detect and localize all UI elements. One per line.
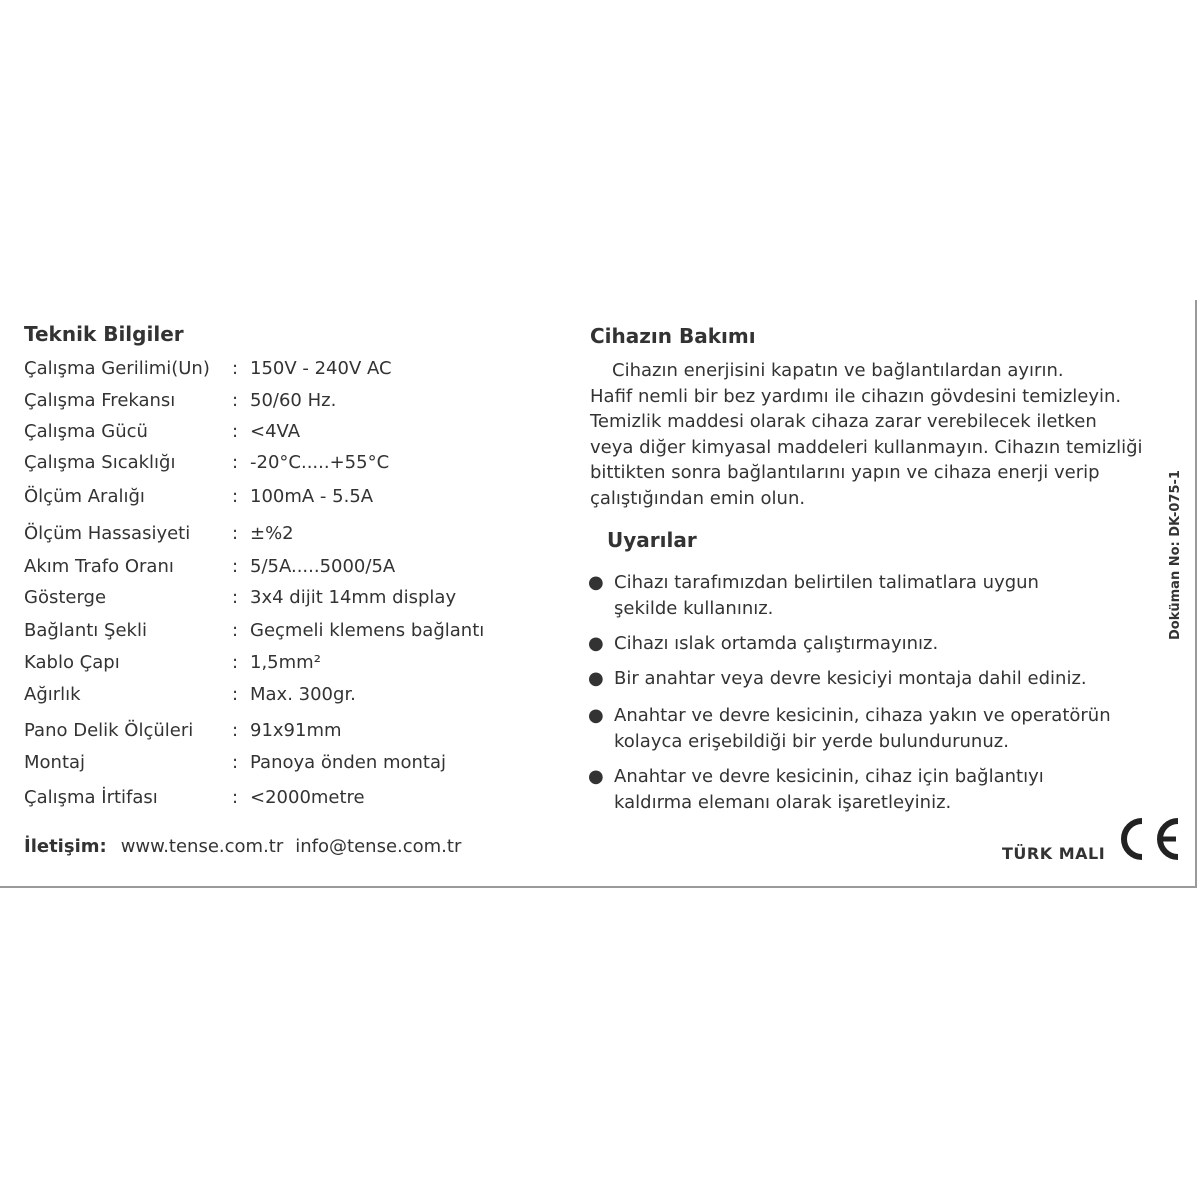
spec-key: Pano Delik Ölçüleri: [24, 720, 194, 741]
spec-key: Montaj: [24, 752, 86, 773]
made-in-turkey-label: TÜRK MALI: [1002, 844, 1106, 863]
spec-separator: :: [232, 587, 239, 608]
bullet-icon: ●: [588, 705, 604, 726]
bullet-icon: ●: [588, 572, 604, 593]
maintenance-line: çalıştığından emin olun.: [590, 487, 806, 509]
maintenance-line: bittikten sonra bağlantılarını yapın ve cihaza enerji verip: [590, 462, 1100, 484]
spec-separator: :: [232, 421, 239, 442]
spec-separator: :: [232, 684, 239, 705]
spec-separator: :: [232, 358, 239, 379]
spec-key: Akım Trafo Oranı: [24, 556, 174, 577]
warning-text: kolayca erişebildiği bir yerde bulundurunuz.: [614, 731, 1009, 752]
spec-value: Geçmeli klemens bağlantı: [250, 620, 485, 641]
spec-separator: :: [232, 452, 239, 473]
spec-key: Bağlantı Şekli: [24, 620, 147, 641]
spec-separator: :: [232, 752, 239, 773]
contact-line: [24, 836, 461, 857]
spec-key: Çalışma Gerilimi(Un): [24, 358, 210, 379]
spec-separator: :: [232, 523, 239, 544]
bullet-icon: ●: [588, 633, 604, 654]
spec-value: 150V - 240V AC: [250, 358, 392, 379]
contact-label: İletişim:: [24, 836, 107, 857]
maintenance-line: Temizlik maddesi olarak cihaza zarar verebilecek iletken: [590, 411, 1097, 433]
spec-value: ±%2: [250, 523, 294, 544]
product-info-card: [0, 300, 1197, 888]
email-link[interactable]: info@tense.com.tr: [295, 836, 462, 857]
spec-separator: :: [232, 486, 239, 507]
spec-value: Max. 300gr.: [250, 684, 356, 705]
bullet-icon: ●: [588, 668, 604, 689]
maintenance-title: Cihazın Bakımı: [590, 324, 756, 348]
warning-text: kaldırma elemanı olarak işaretleyiniz.: [614, 792, 952, 813]
spec-value: 100mA - 5.5A: [250, 486, 374, 507]
spec-key: Ağırlık: [24, 684, 81, 705]
technical-info-title: Teknik Bilgiler: [24, 322, 184, 346]
spec-key: Kablo Çapı: [24, 652, 120, 673]
warning-text: şekilde kullanınız.: [614, 598, 774, 619]
warnings-title: Uyarılar: [607, 528, 697, 552]
spec-value: -20°C.....+55°C: [250, 452, 390, 473]
spec-value: 3x4 dijit 14mm display: [250, 587, 457, 608]
spec-key: Çalışma Sıcaklığı: [24, 452, 176, 473]
spec-separator: :: [232, 556, 239, 577]
spec-value: Panoya önden montaj: [250, 752, 446, 773]
warning-text: Bir anahtar veya devre kesiciyi montaja dahil ediniz.: [614, 668, 1087, 689]
spec-separator: :: [232, 652, 239, 673]
spec-value: 91x91mm: [250, 720, 342, 741]
spec-separator: :: [232, 620, 239, 641]
spec-value: <4VA: [250, 421, 301, 442]
spec-key: Çalışma İrtifası: [24, 787, 158, 808]
spec-separator: :: [232, 390, 239, 411]
bullet-icon: ●: [588, 766, 604, 787]
website-link[interactable]: www.tense.com.tr: [120, 836, 284, 857]
spec-separator: :: [232, 787, 239, 808]
document-number: Doküman No: DK-075-1: [1168, 470, 1183, 640]
spec-value: 50/60 Hz.: [250, 390, 337, 411]
spec-key: Ölçüm Hassasiyeti: [24, 523, 191, 544]
spec-separator: :: [232, 720, 239, 741]
spec-key: Ölçüm Aralığı: [24, 486, 145, 507]
warning-text: Anahtar ve devre kesicinin, cihaza yakın ve operatörün: [614, 705, 1111, 726]
spec-value: 1,5mm²: [250, 652, 321, 673]
ce-mark-icon: [1120, 814, 1182, 864]
spec-key: Gösterge: [24, 587, 107, 608]
maintenance-line: veya diğer kimyasal maddeleri kullanmayın. Cihazın temizliği: [590, 436, 1143, 458]
maintenance-paragraph: [590, 358, 1180, 512]
maintenance-line: Hafif nemli bir bez yardımı ile cihazın gövdesini temizleyin.: [590, 385, 1122, 407]
spec-key: Çalışma Gücü: [24, 421, 148, 442]
spec-value: 5/5A.....5000/5A: [250, 556, 396, 577]
spec-value: <2000metre: [250, 787, 365, 808]
spec-key: Çalışma Frekansı: [24, 390, 176, 411]
warning-text: Anahtar ve devre kesicinin, cihaz için bağlantıyı: [614, 766, 1044, 787]
maintenance-line: Cihazın enerjisini kapatın ve bağlantılardan ayırın.: [612, 360, 1064, 381]
warning-text: Cihazı ıslak ortamda çalıştırmayınız.: [614, 633, 939, 654]
warning-text: Cihazı tarafımızdan belirtilen talimatlara uygun: [614, 572, 1039, 593]
